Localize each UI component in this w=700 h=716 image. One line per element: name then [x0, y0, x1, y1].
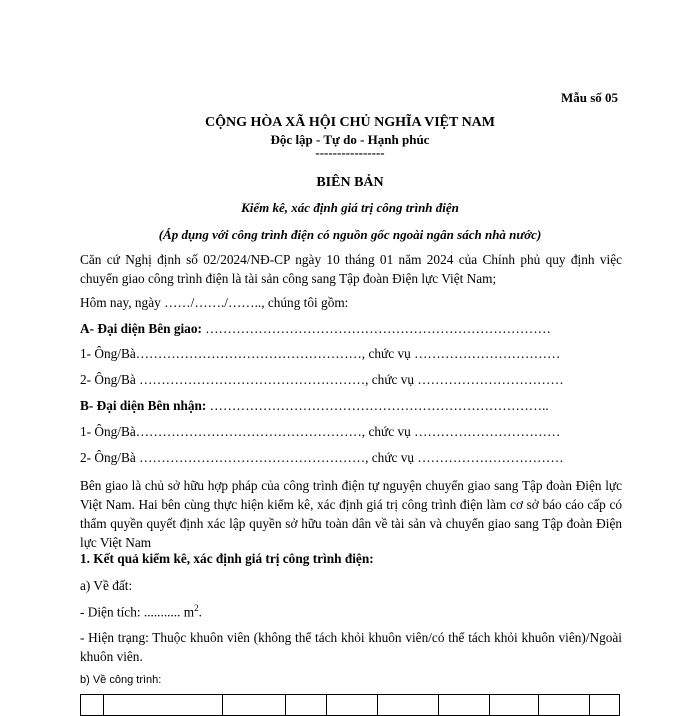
party-b-line: [80, 398, 549, 414]
document-subtitle: Kiểm kê, xác định giá trị công trình điện: [241, 200, 459, 215]
party-a-label: A- Đại diện Bên giao:: [80, 321, 202, 336]
land-status-paragraph: - Hiện trạng: Thuộc khuôn viên (không thể tách khỏi khuôn viên/có thể tách khỏi khuôn viên)/Ngoài khuôn viên.: [80, 630, 622, 664]
party-a-rep-1: 1- Ông/Bà……………………………………………, chức vụ ……………………………: [80, 346, 561, 361]
country-header: CỘNG HÒA XÃ HỘI CHỦ NGHĨA VIỆT NAM: [204, 115, 495, 130]
land-area-line: [80, 603, 202, 620]
works-table: [80, 694, 620, 716]
land-area-text: - Diện tích: ........... m: [80, 604, 195, 620]
party-a-dots: ……………………………………………………………………: [201, 321, 551, 336]
form-number: Mẫu số 05: [560, 90, 618, 105]
party-a-line: [80, 321, 551, 337]
table-cell: [490, 695, 539, 716]
table-cell: [104, 695, 223, 716]
table-cell: [286, 695, 327, 716]
land-area-suffix: .: [198, 604, 202, 620]
area-unit-superscript: 2: [194, 603, 199, 613]
party-b-rep-1: 1- Ông/Bà……………………………………………, chức vụ ……………………………: [80, 424, 561, 439]
table-cell: [439, 695, 490, 716]
table-cell: [590, 695, 620, 716]
table-cell: [81, 695, 104, 716]
party-b-label: B- Đại diện Bên nhận:: [80, 398, 207, 413]
legal-basis-paragraph: Căn cứ Nghị định số 02/2024/NĐ-CP ngày 10 tháng 01 năm 2024 của Chính phủ quy định việc chuyển giao công trình điện là tài sản công sang Tập đoàn Điện lực Việt Nam;: [80, 252, 622, 286]
table-cell: [223, 695, 286, 716]
document-title: BIÊN BẢN: [316, 175, 384, 190]
header-separator: ----------------: [315, 145, 385, 160]
works-subheading: b) Về công trình:: [80, 674, 162, 686]
land-subheading: a) Về đất:: [80, 578, 133, 593]
party-b-dots: …………………………………………………………………..: [206, 398, 549, 413]
scope-note: (Áp dụng với công trình điện có nguồn gốc ngoài ngân sách nhà nước): [158, 227, 542, 242]
table-cell: [327, 695, 378, 716]
section-1-heading: 1. Kết quả kiểm kê, xác định giá trị công trình điện:: [80, 551, 374, 566]
table-cell: [378, 695, 439, 716]
agreement-paragraph: Bên giao là chủ sở hữu hợp pháp của công trình điện tự nguyện chuyển giao sang Tập đoàn Điện lực Việt Nam. Hai bên cùng thực hiện kiểm kê, xác định giá trị công trình điện làm cơ sở báo cáo cấp có thẩm quyền quyết định xác lập quyền sở hữu toàn dân về tài sản và chuyển giao sang Tập đoàn Điện lực Việt Nam: [80, 478, 622, 550]
party-b-rep-2: 2- Ông/Bà ……………………………………………, chức vụ ……………………………: [80, 450, 564, 465]
table-row: [81, 695, 620, 716]
motto: Độc lập - Tự do - Hạnh phúc: [270, 132, 430, 147]
party-a-rep-2: 2- Ông/Bà ……………………………………………, chức vụ ……………………………: [80, 372, 564, 387]
date-line: Hôm nay, ngày ……/……./…….., chúng tôi gồm:: [80, 295, 349, 310]
table-cell: [539, 695, 590, 716]
